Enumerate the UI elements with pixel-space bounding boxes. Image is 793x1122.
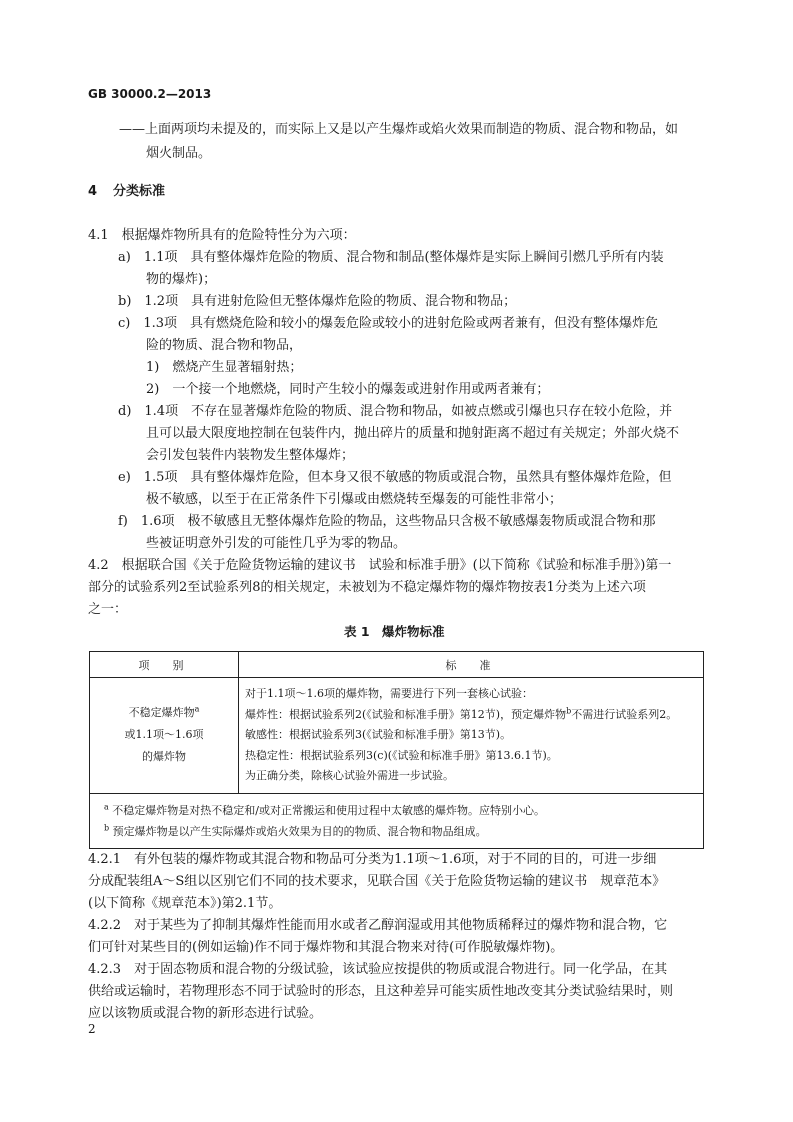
table-header-row (90, 652, 704, 678)
list-item-f-cont: 些被证明意外引发的可能性几乎为零的物品。 (146, 536, 407, 551)
header-criteria: 标 准 (239, 652, 704, 678)
list-item-a-cont: 物的爆炸)； (146, 272, 217, 287)
clause-4-1: 4.1 根据爆炸物所具有的危险特性分为六项： (88, 228, 356, 243)
section-number: 4 (88, 184, 98, 199)
footnotes-cell (90, 793, 704, 848)
standard-number: GB 30000.2—2013 (88, 87, 212, 101)
category-line-1: 不稳定爆炸物$^a$ (128, 704, 200, 720)
category-line-3: 的爆炸物 (142, 750, 186, 764)
criteria-cell (239, 678, 704, 794)
criteria-line: 爆炸性：根据试验系列2(《试验和标准手册》第12节)，预定爆炸物$^b$不需进行试验系列2。 (245, 705, 678, 721)
clause-4-2-3-line2: 供给或运输时，若物理形态不同于试验时的形态，且这种差异可能实质性地改变其分类试验结果时，则 (88, 984, 674, 999)
criteria-line: 对于1.1项～1.6项的爆炸物，需要进行下列一套核心试验： (245, 687, 533, 700)
list-item-c-cont: 险的物质、混合物和物品， (146, 338, 303, 353)
clause-4-2-2-line2: 们可针对某些目的(例如运输)作不同于爆炸物和其混合物来对待(可作脱敏爆炸物)。 (88, 940, 564, 955)
list-item-e-cont: 极不敏感，以至于在正常条件下引爆或由燃烧转至爆轰的可能性非常小； (146, 492, 563, 507)
section-4-heading (88, 180, 165, 204)
sub-item-2: 2) 一个接一个地燃烧，同时产生较小的爆轰或进射作用或两者兼有； (146, 382, 550, 397)
table-row (90, 678, 704, 794)
list-item-b: b) 1.2项 具有进射危险但无整体爆炸危险的物质、混合物和物品； (118, 294, 517, 309)
clause-4-2-1-line3: (以下简称《规章范本》)第2.1节。 (88, 896, 282, 911)
header-category: 项 别 (90, 652, 239, 678)
sub-item-1: 1) 燃烧产生显著辐射热； (146, 360, 303, 375)
list-item-c: c) 1.3项 具有燃烧危险和较小的爆轰危险或较小的进射危险或两者兼有，但没有整体爆炸危 (118, 316, 659, 331)
criteria-line: 为正确分类，除核心试验外需进一步试验。 (245, 769, 454, 782)
section-title: 分类标准 (113, 184, 166, 199)
footnote-b: $^b$ 预定爆炸物是以产生实际爆炸或焰火效果为目的的物质、混合物和物品组成。 (104, 822, 487, 838)
clause-4-2-line1: 4.2 根据联合国《关于危险货物运输的建议书 试验和标准手册》(以下简称《试验和标准手册》)第一 (88, 558, 672, 573)
list-item-d-cont1: 且可以最大限度地控制在包装件内，抛出碎片的质量和抛射距离不超过有关规定；外部火烧不 (146, 426, 680, 441)
clause-4-2-2-line1: 4.2.2 对于某些为了抑制其爆炸性能而用水或者乙醇润湿或用其他物质稀释过的爆炸物和混合物，它 (88, 918, 668, 933)
list-item-d-cont2: 会引发包装件内装物发生整体爆炸； (146, 448, 355, 463)
table-caption: 表 1 爆炸物标准 (344, 624, 445, 639)
category-line-2: 或1.1项～1.6项 (124, 728, 204, 742)
list-item-f: f) 1.6项 极不敏感且无整体爆炸危险的物品，这些物品只含极不敏感爆轰物质或混合物和那 (118, 514, 656, 529)
list-item-e: e) 1.5项 具有整体爆炸危险，但本身又很不敏感的物质或混合物，虽然具有整体爆炸危险，但 (118, 470, 672, 485)
footnote-a: $^a$ 不稳定爆炸物是对热不稳定和/或对正常搬运和使用过程中太敏感的爆炸物。应特别小心。 (104, 801, 545, 817)
list-item-d: d) 1.4项 不存在显著爆炸危险的物质、混合物和物品，如被点燃或引爆也只存在较小危险，并 (118, 404, 673, 419)
clause-4-2-line2: 部分的试验系列2至试验系列8的相关规定，未被划为不稳定爆炸物的爆炸物按表1分类为上述六项 (88, 580, 646, 595)
criteria-line: 敏感性：根据试验系列3(《试验和标准手册》第13节)。 (245, 728, 512, 741)
list-item-a: a) 1.1项 具有整体爆炸危险的物质、混合物和制品(整体爆炸是实际上瞬间引燃几乎所有内装 (118, 250, 664, 265)
clause-4-2-1-line2: 分成配装组A～S组以区别它们不同的技术要求，见联合国《关于危险货物运输的建议书 规章范本》 (88, 874, 666, 889)
page-number: 2 (88, 1022, 96, 1036)
intro-dash-line-cont: 烟火制品。 (146, 146, 212, 161)
clause-4-2-1-line1: 4.2.1 有外包装的爆炸物或其混合物和物品可分类为1.1项～1.6项，对于不同的目的，可进一步细 (88, 852, 657, 867)
criteria-line: 热稳定性：根据试验系列3(c)(《试验和标准手册》第13.6.1节)。 (245, 748, 558, 762)
clause-4-2-3-line1: 4.2.3 对于固态物质和混合物的分级试验，该试验应按提供的物质或混合物进行。同一化学品，在其 (88, 962, 668, 977)
category-cell (90, 678, 239, 794)
explosives-criteria-table (89, 651, 704, 849)
intro-dash-line: ——上面两项均未提及的，而实际上又是以产生爆炸或焰火效果而制造的物质、混合物和物品，如 (119, 122, 679, 137)
clause-4-2-line3: 之一： (88, 602, 128, 617)
table-footnote-row (90, 793, 704, 848)
clause-4-2-3-line3: 应以该物质或混合物的新形态进行试验。 (88, 1006, 323, 1021)
